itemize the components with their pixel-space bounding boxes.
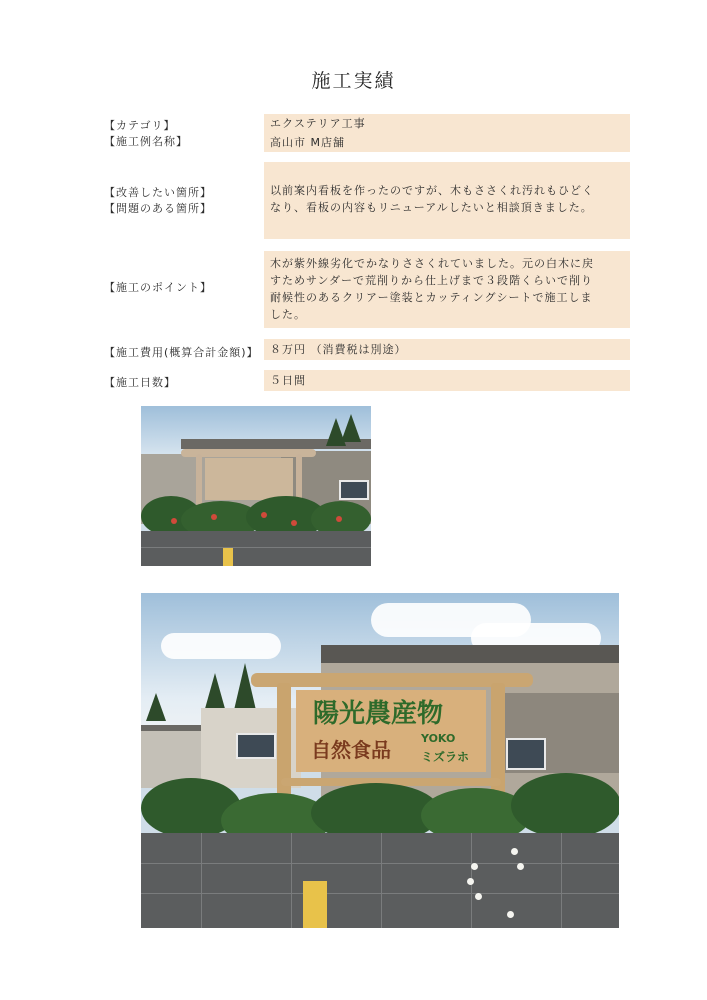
page-title: 施工実績 xyxy=(311,70,396,92)
improvement-label: 【改善したい箇所】 xyxy=(104,186,212,199)
sign-logo-sub: ミズラホ xyxy=(421,750,470,764)
sign-sub-text: 自然食品 xyxy=(311,738,391,762)
category-value: エクステリア工事 xyxy=(264,114,630,134)
category-label: 【カテゴリ】 xyxy=(104,119,176,132)
days-label: 【施工日数】 xyxy=(104,376,176,389)
problem-label: 【問題のある箇所】 xyxy=(104,202,212,215)
cost-label: 【施工費用(概算合計金額)】 xyxy=(104,346,259,359)
project-name-value: 高山市 M店舗 xyxy=(264,134,630,152)
small-sign xyxy=(303,881,327,928)
point-label: 【施工のポイント】 xyxy=(104,281,212,294)
days-value: ５日間 xyxy=(264,370,630,391)
cost-value: ８万円 （消費税は別途） xyxy=(264,339,630,360)
point-line-1: 木が紫外線劣化でかなりささくれていました。元の白木に戻 xyxy=(270,257,594,270)
point-line-4: した。 xyxy=(270,308,306,321)
sign-main-text: 陽光農産物 xyxy=(313,699,444,729)
before-photo xyxy=(141,406,371,566)
improvement-line-2: なり、看板の内容もリニューアルしたいと相談頂きました。 xyxy=(270,201,593,214)
after-photo xyxy=(141,593,619,928)
point-line-3: 耐候性のあるクリアー塗装とカッティングシートで施工しま xyxy=(270,291,593,304)
point-value xyxy=(264,251,630,328)
point-line-2: すためサンダーで荒削りから仕上げまで３段階くらいで削り xyxy=(270,274,594,287)
sign-logo-text: YOKO xyxy=(421,732,456,745)
improvement-line-1: 以前案内看板を作ったのですが、木もささくれ汚れもひどく xyxy=(270,184,594,197)
project-name-label: 【施工例名称】 xyxy=(104,135,188,148)
improvement-value xyxy=(264,162,630,239)
